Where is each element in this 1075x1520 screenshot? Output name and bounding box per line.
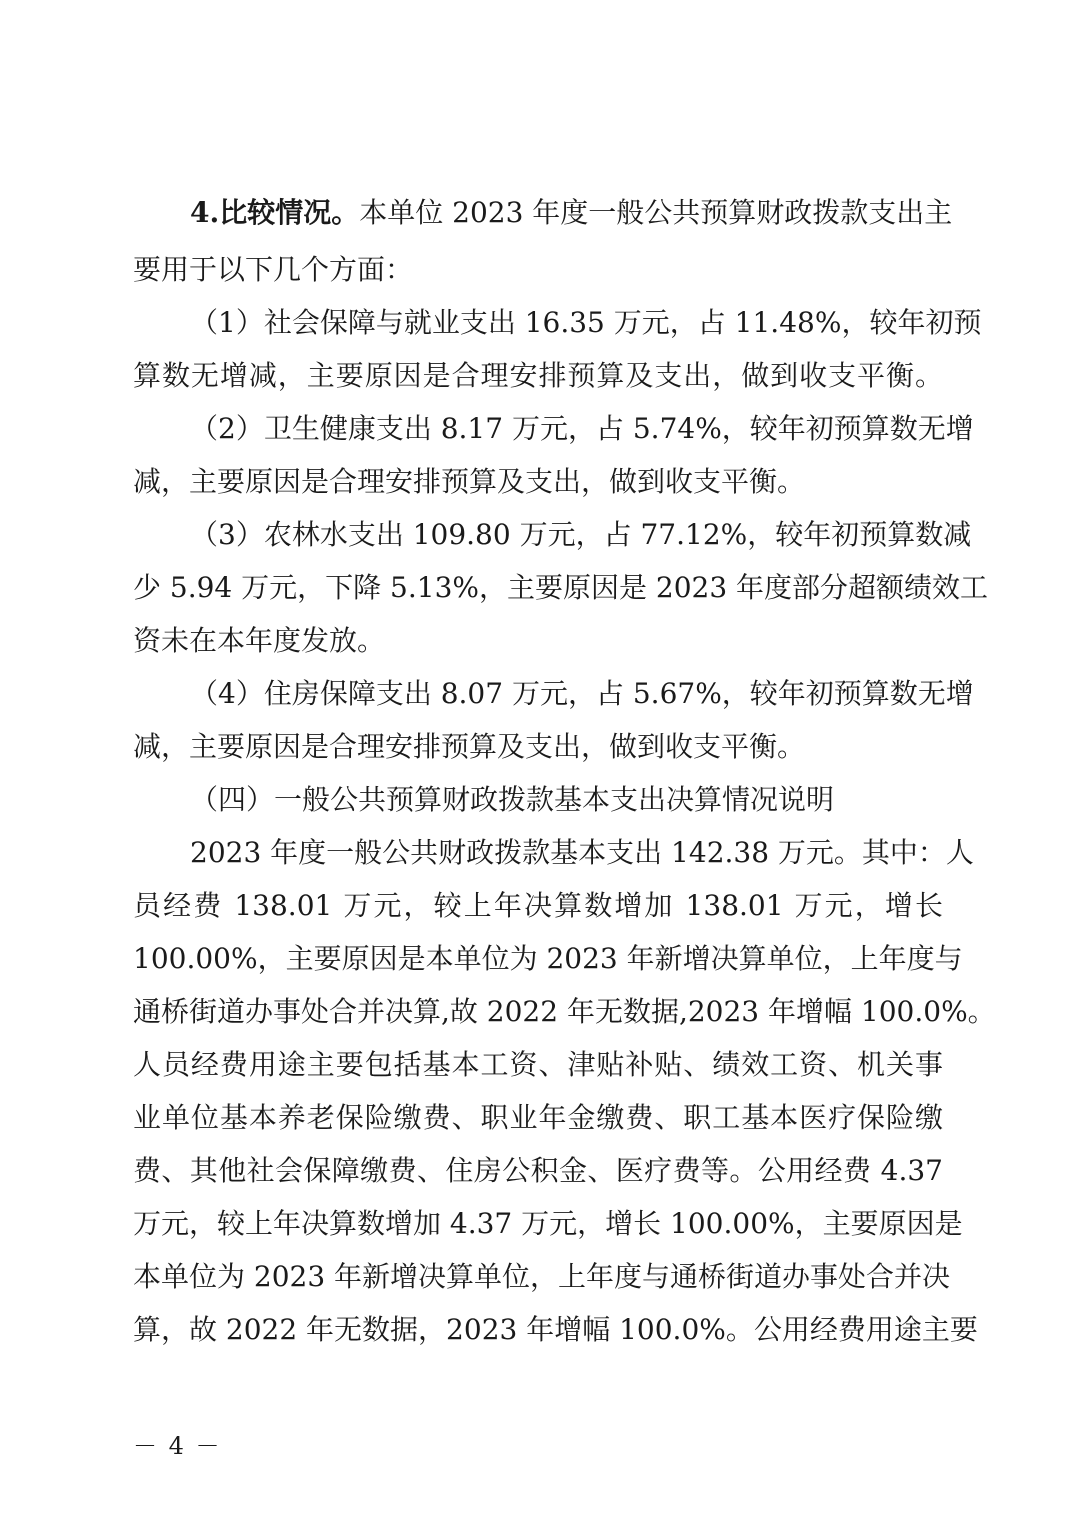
paragraph-line-17: 人员经费用途主要包括基本工资、津贴补贴、绩效工资、机关事 (133, 1048, 943, 1081)
paragraph-line-22: 算，故 2022 年无数据，2023 年增幅 100.0%。公用经费用途主要 (133, 1313, 978, 1346)
paragraph-line-15: 100.00%，主要原因是本单位为 2023 年新增决算单位，上年度与 (133, 942, 963, 975)
page-number: － 4 － (133, 1432, 222, 1460)
paragraph-line-11: 减，主要原因是合理安排预算及支出，做到收支平衡。 (133, 730, 806, 763)
paragraph-line-9: 资未在本年度发放。 (133, 624, 386, 657)
section-lead: 4.比较情况。 (190, 196, 360, 229)
line-text: 本单位 2023 年度一般公共预算财政拨款支出主 (359, 196, 953, 229)
paragraph-line-4: 算数无增减，主要原因是合理安排预算及支出，做到收支平衡。 (133, 359, 943, 392)
paragraph-line-2: 要用于以下几个方面： (133, 253, 414, 286)
paragraph-line-14: 员经费 138.01 万元，较上年决算数增加 138.01 万元，增长 (133, 889, 943, 922)
paragraph-line-16: 通桥街道办事处合并决算,故 2022 年无数据,2023 年增幅 100.0%。 (133, 995, 996, 1028)
paragraph-line-8: 少 5.94 万元，下降 5.13%，主要原因是 2023 年度部分超额绩效工 (133, 571, 989, 604)
paragraph-line-6: 减，主要原因是合理安排预算及支出，做到收支平衡。 (133, 465, 806, 498)
paragraph-line-18: 业单位基本养老保险缴费、职业年金缴费、职工基本医疗保险缴 (133, 1101, 943, 1134)
section-heading: （四）一般公共预算财政拨款基本支出决算情况说明 (190, 783, 835, 816)
paragraph-line-19: 费、其他社会保障缴费、住房公积金、医疗费等。公用经费 4.37 (133, 1154, 943, 1187)
paragraph-line-7: （3）农林水支出 109.80 万元，占 77.12%，较年初预算数减 (190, 518, 972, 551)
paragraph-line-3: （1）社会保障与就业支出 16.35 万元，占 11.48%，较年初预 (190, 306, 982, 339)
paragraph-line-1 (190, 193, 953, 233)
paragraph-line-10: （4）住房保障支出 8.07 万元，占 5.67%，较年初预算数无增 (190, 677, 974, 710)
paragraph-line-21: 本单位为 2023 年新增决算单位，上年度与通桥街道办事处合并决 (133, 1260, 951, 1293)
paragraph-line-13: 2023 年度一般公共财政拨款基本支出 142.38 万元。其中：人 (190, 836, 974, 869)
paragraph-line-5: （2）卫生健康支出 8.17 万元，占 5.74%，较年初预算数无增 (190, 412, 974, 445)
paragraph-line-20: 万元，较上年决算数增加 4.37 万元，增长 100.00%，主要原因是 (133, 1207, 963, 1240)
